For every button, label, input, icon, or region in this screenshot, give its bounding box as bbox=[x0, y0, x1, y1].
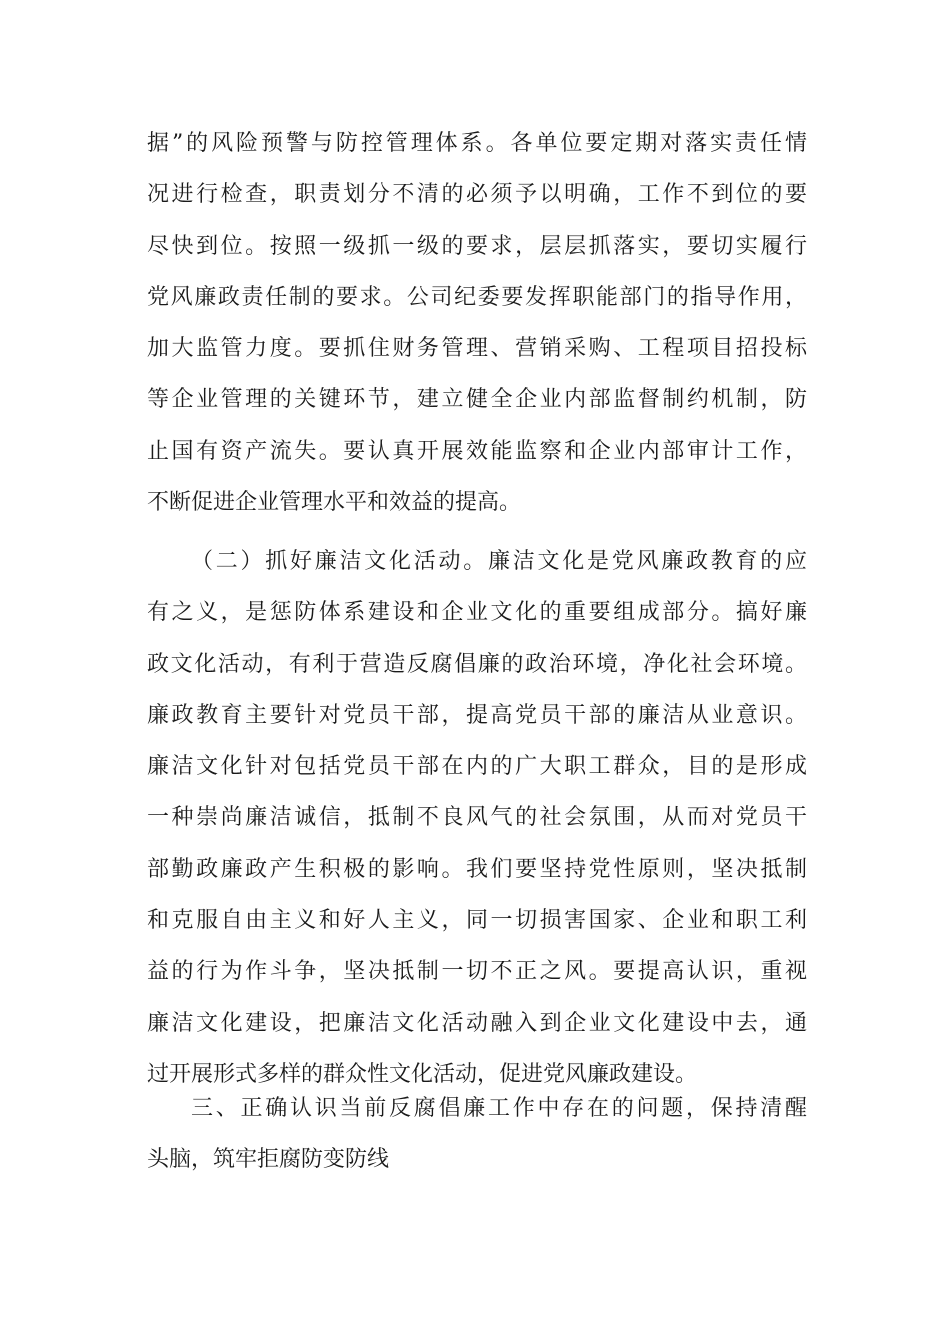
text-line: （二）抓好廉洁文化活动。廉洁文化是党风廉政教育的应 bbox=[191, 549, 807, 574]
text-line: 不断促进企业管理水平和效益的提高。 bbox=[147, 490, 522, 516]
text-line: 有之义，是惩防体系建设和企业文化的重要组成部分。搞好廉 bbox=[147, 600, 807, 626]
paragraph-clean-culture bbox=[147, 536, 807, 1100]
text-line: 止国有资产流失。要认真开展效能监察和企业内部审计工作， bbox=[147, 438, 807, 464]
text-line: 头脑，筑牢拒腐防变防线 bbox=[147, 1147, 390, 1173]
text-line: 党风廉政责任制的要求。公司纪委要发挥职能部门的指导作用， bbox=[147, 284, 807, 310]
text-line: 三、正确认识当前反腐倡廉工作中存在的问题，保持清醒 bbox=[191, 1096, 807, 1121]
text-line: 廉洁文化建设，把廉洁文化活动融入到企业文化建设中去，通 bbox=[147, 1010, 807, 1036]
text-line: 据”的风险预警与防控管理体系。各单位要定期对落实责任情 bbox=[147, 131, 807, 156]
text-line: 益的行为作斗争，坚决抵制一切不正之风。要提高认识，重视 bbox=[147, 959, 807, 985]
paragraph-risk-control bbox=[147, 118, 807, 528]
text-line: 和克服自由主义和好人主义，同一切损害国家、企业和职工利 bbox=[147, 908, 807, 934]
text-line: 尽快到位。按照一级抓一级的要求，层层抓落实，要切实履行 bbox=[147, 233, 807, 259]
section-heading-three bbox=[147, 1083, 807, 1186]
text-line: 政文化活动，有利于营造反腐倡廉的政治环境，净化社会环境。 bbox=[147, 651, 807, 677]
text-line: 廉政教育主要针对党员干部，提高党员干部的廉洁从业意识。 bbox=[147, 702, 807, 728]
text-line: 部勤政廉政产生积极的影响。我们要坚持党性原则，坚决抵制 bbox=[147, 856, 807, 882]
text-line: 加大监管力度。要抓住财务管理、营销采购、工程项目招投标 bbox=[147, 336, 807, 362]
text-line: 一种崇尚廉洁诚信，抵制不良风气的社会氛围，从而对党员干 bbox=[147, 805, 807, 831]
text-line: 等企业管理的关键环节，建立健全企业内部监督制约机制，防 bbox=[147, 387, 807, 413]
text-line: 廉洁文化针对包括党员干部在内的广大职工群众，目的是形成 bbox=[147, 754, 807, 780]
text-line: 况进行检查，职责划分不清的必须予以明确，工作不到位的要 bbox=[147, 182, 807, 208]
text-line: 过开展形式多样的群众性文化活动，促进党风廉政建设。 bbox=[147, 1061, 698, 1087]
